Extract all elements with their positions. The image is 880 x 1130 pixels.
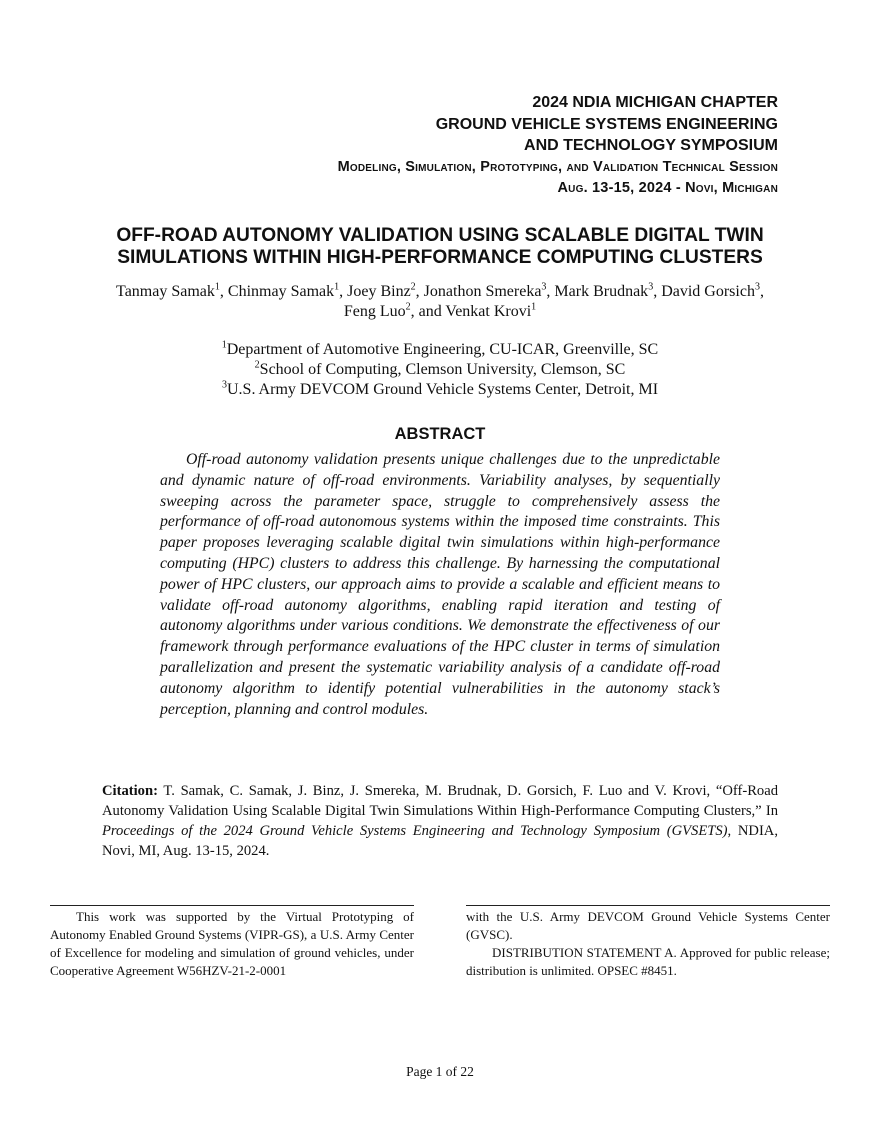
citation-proceedings: Proceedings of the 2024 Ground Vehicle Systems Engineering and Technology Symposium (GVSETS)	[102, 823, 728, 839]
author-name: Jonathon Smereka	[423, 283, 542, 300]
header-line-2: GROUND VEHICLE SYSTEMS ENGINEERING	[435, 115, 778, 133]
citation-in: In	[765, 803, 778, 819]
author-name: Feng Luo	[343, 302, 406, 320]
author-name: Tanmay Samak	[116, 283, 215, 300]
author-affiliation-mark: 1	[214, 281, 220, 293]
citation	[102, 781, 778, 861]
footnote-rule-right	[466, 905, 830, 906]
footnote-distribution-statement: DISTRIBUTION STATEMENT A. Approved for public release; distribution is unlimited. OPSEC #8451.	[466, 945, 830, 978]
author-separator: ,	[653, 283, 662, 300]
footnote-column-left	[50, 908, 414, 980]
title-line-1: OFF-ROAD AUTONOMY VALIDATION USING SCALABLE DIGITAL TWIN	[116, 225, 764, 246]
affiliation-text: School of Computing, Clemson University, Clemson, SC	[259, 361, 626, 378]
title-line-2: SIMULATIONS WITHIN HIGH-PERFORMANCE COMPUTING CLUSTERS	[117, 246, 763, 268]
footnote-support-part1: This work was supported by the Virtual Prototyping of Autonomy Enabled Ground Systems (VIPR-GS), a U.S. Army Center of Excellence for modeling and simulation of ground vehicles, under Cooperative Agreement W56HZV-21-2-0001	[50, 909, 414, 978]
author-separator: ,	[339, 283, 348, 300]
author-separator: ,	[415, 283, 424, 300]
author-affiliation-mark: 2	[410, 281, 416, 293]
author-name: Joey Binz	[347, 283, 411, 300]
affiliation-item	[100, 380, 780, 400]
author-name: Mark Brudnak	[554, 283, 649, 300]
author-affiliation-mark: 2	[405, 301, 411, 313]
author-affiliation-mark: 3	[541, 281, 547, 293]
author-separator: ,	[759, 283, 764, 300]
author-list	[100, 282, 780, 321]
affiliation-text: U.S. Army DEVCOM Ground Vehicle Systems Center, Detroit, MI	[226, 381, 659, 398]
author-separator: , and	[410, 302, 446, 320]
author-affiliation-mark: 1	[334, 281, 340, 293]
header-line-1: 2024 NDIA MICHIGAN CHAPTER	[532, 94, 778, 111]
page-number: Page 1 of 22	[406, 1064, 474, 1079]
abstract-heading: ABSTRACT	[394, 425, 486, 443]
author-name: David Gorsich	[661, 283, 755, 300]
header-line-3: AND TECHNOLOGY SYMPOSIUM	[524, 137, 778, 154]
footnote-rule-left	[50, 905, 414, 906]
footnote-support-part2: with the U.S. Army DEVCOM Ground Vehicle Systems Center (GVSC).	[466, 909, 830, 942]
affiliation-list	[100, 340, 780, 400]
header-date-location: Aug. 13-15, 2024 - Novi, Michigan	[557, 179, 778, 196]
author-affiliation-mark: 3	[648, 281, 654, 293]
author-name: Chinmay Samak	[227, 283, 335, 300]
affiliation-item	[100, 340, 780, 360]
footnote-column-right	[466, 908, 830, 980]
author-separator: ,	[546, 283, 555, 300]
citation-paper-title: “Off-Road Autonomy Validation Using Scalable Digital Twin Simulations Within High-Performance Computing Clusters,”	[102, 783, 778, 819]
paper-title	[60, 225, 820, 268]
affiliation-number: 1	[221, 339, 227, 351]
author-separator: ,	[219, 283, 228, 300]
author-affiliation-mark: 3	[754, 281, 760, 293]
citation-location-date: , NDIA, Novi, MI, Aug. 13-15, 2024.	[102, 823, 778, 859]
conference-header	[78, 92, 778, 199]
author-affiliation-mark: 1	[531, 301, 537, 313]
affiliation-text: Department of Automotive Engineering, CU-ICAR, Greenville, SC	[226, 341, 659, 358]
citation-authors: T. Samak, C. Samak, J. Binz, J. Smereka, M. Brudnak, D. Gorsich, F. Luo and V. Krovi,	[163, 783, 711, 799]
affiliation-number: 3	[221, 379, 227, 391]
author-name: Venkat Krovi	[445, 302, 532, 320]
affiliation-item	[100, 360, 780, 380]
affiliation-number: 2	[254, 359, 260, 371]
abstract-text: Off-road autonomy validation presents unique challenges due to the unpredictable and dynamic nature of off-road environments. Variability analyses, by sequentially sweeping across the parameter space, struggle to comprehensively assess the performance of off-road autonomous systems within the imposed time constraints. This paper proposes leveraging scalable digital twin simulations within high-performance computing (HPC) clusters to address this challenge. By harnessing the computational power of HPC clusters, our approach aims to provide a scalable and efficient means to validate off-road autonomy algorithms, enabling rapid iteration and testing of autonomy algorithms under various conditions. We demonstrate the effectiveness of our framework through performance evaluations of the HPC cluster in terms of simulation parallelization and present the systematic variability analysis of a candidate off-road autonomy algorithm to identify potential vulnerabilities in the autonomy stack’s perception, planning and control modules.	[160, 451, 720, 718]
citation-label: Citation:	[102, 783, 158, 799]
header-session: Modeling, Simulation, Prototyping, and Validation Technical Session	[337, 158, 778, 175]
